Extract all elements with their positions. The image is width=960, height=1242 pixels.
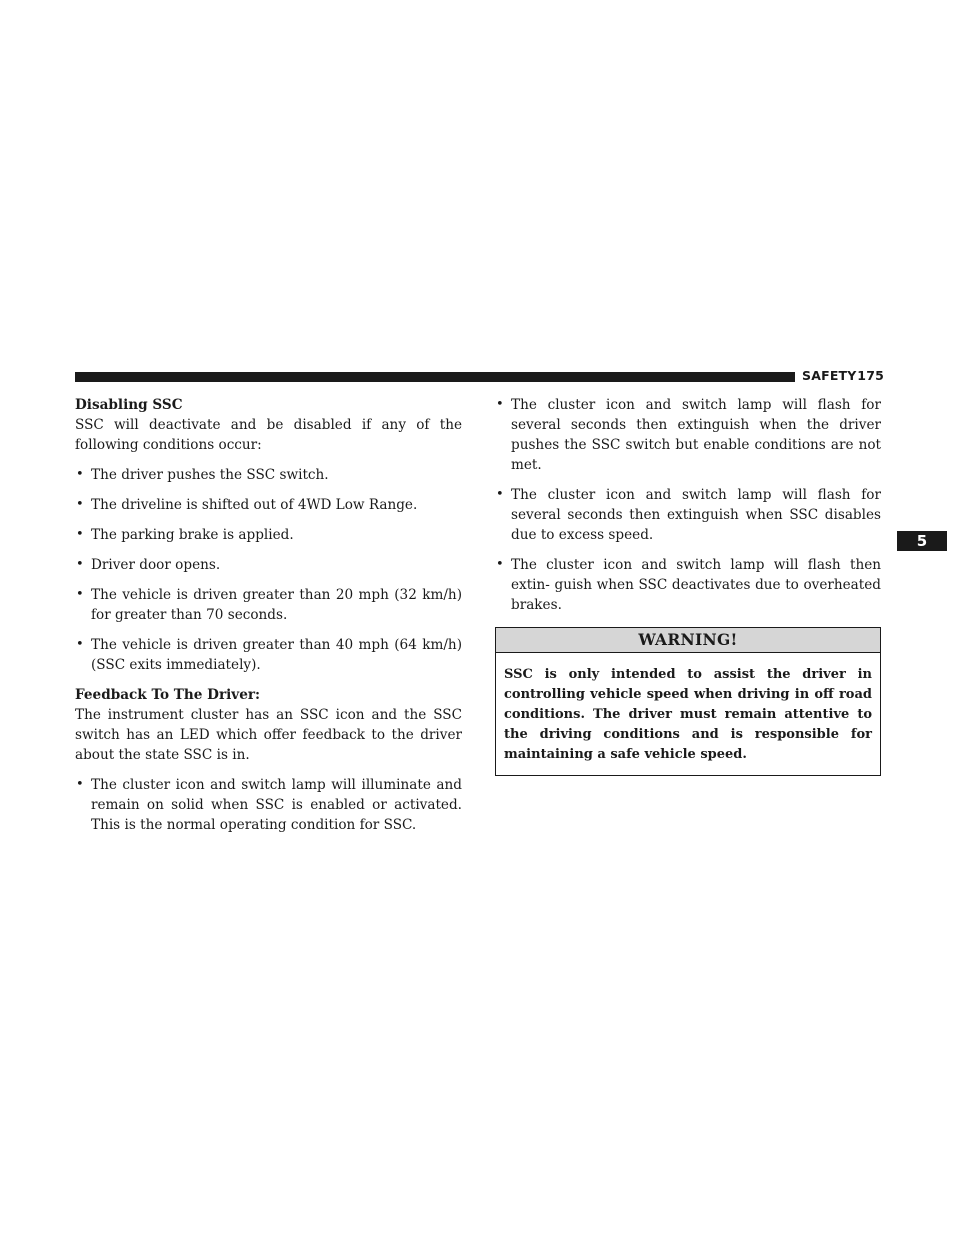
feedback-intro: The instrument cluster has an SSC icon and the SSC switch has an LED which offer feedback to the driver about the state SSC is in. <box>75 707 462 763</box>
feedback-list-continued <box>495 395 881 615</box>
section-title: SAFETY <box>802 368 857 383</box>
running-header <box>802 368 884 383</box>
page-number: 175 <box>857 368 884 383</box>
list-item: • The vehicle is driven greater than 20 mph (32 km/h) for greater than 70 seconds. <box>76 587 462 623</box>
bullet-icon: • <box>76 557 84 572</box>
left-column <box>75 395 462 845</box>
list-item: • The cluster icon and switch lamp will flash for several seconds then extinguish when SSC disables due to excess speed. <box>496 487 881 543</box>
bullet-icon: • <box>496 557 504 572</box>
bullet-icon: • <box>76 497 84 512</box>
list-item: • Driver door opens. <box>76 557 221 573</box>
disabling-intro: SSC will deactivate and be disabled if any of the following conditions occur: <box>75 417 462 453</box>
bullet-icon: • <box>76 527 84 542</box>
list-item: • The cluster icon and switch lamp will flash for several seconds then extinguish when the driver pushes the SSC switch but enable conditions are not met. <box>496 397 881 473</box>
header-rule <box>75 372 795 382</box>
list-item: • The driver pushes the SSC switch. <box>76 467 329 483</box>
bullet-icon: • <box>76 777 84 792</box>
warning-text: SSC is only intended to assist the driver in controlling vehicle speed when driving in off road conditions. The driver must remain attentive to the driving conditions and is responsible for maintaining a safe vehicle speed. <box>504 667 872 762</box>
heading-feedback: Feedback To The Driver: <box>75 687 261 703</box>
list-item: • The cluster icon and switch lamp will flash then extin- guish when SSC deactivates due to overheated brakes. <box>496 557 881 613</box>
disabling-conditions-list <box>75 465 462 675</box>
list-item: • The vehicle is driven greater than 40 mph (64 km/h) (SSC exits immediately). <box>76 637 462 673</box>
bullet-icon: • <box>496 487 504 502</box>
bullet-icon: • <box>76 467 84 482</box>
bullet-icon: • <box>76 637 84 652</box>
heading-disabling-ssc: Disabling SSC <box>75 397 183 413</box>
bullet-icon: • <box>496 397 504 412</box>
list-item: • The driveline is shifted out of 4WD Low Range. <box>76 497 418 513</box>
right-column <box>495 395 881 776</box>
chapter-tab: 5 <box>897 531 947 551</box>
warning-title: WARNING! <box>496 628 880 653</box>
list-item: • The parking brake is applied. <box>76 527 294 543</box>
list-item: • The cluster icon and switch lamp will illuminate and remain on solid when SSC is enabled or activated. This is the normal operating condition for SSC. <box>76 777 462 833</box>
feedback-list <box>75 775 462 835</box>
bullet-icon: • <box>76 587 84 602</box>
warning-box <box>495 627 881 776</box>
